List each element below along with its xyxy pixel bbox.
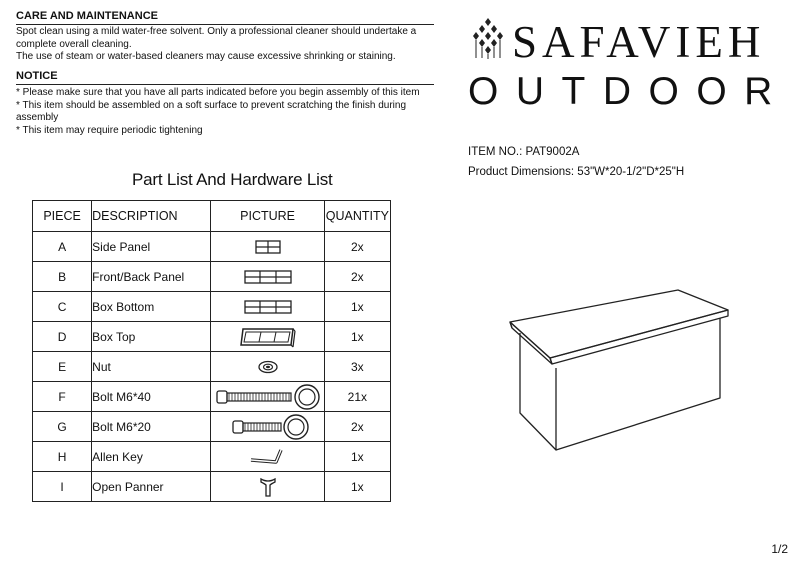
- notice-line: * This item should be assembled on a soft surface to prevent scratching the finish during assembly: [16, 99, 407, 123]
- brand-name: SAFAVIEH: [512, 17, 766, 67]
- quantity-cell: 1x: [324, 322, 390, 352]
- open-spanner-icon: [259, 476, 277, 498]
- notice-title: NOTICE: [16, 70, 58, 82]
- piece-cell: I: [33, 472, 92, 502]
- piece-cell: F: [33, 382, 92, 412]
- product-dimensions: Product Dimensions: 53"W*20-1/2"D*25"H: [468, 166, 685, 178]
- brand-subtitle: OUTDOOR: [468, 70, 790, 113]
- item-number: ITEM NO.: PAT9002A: [468, 146, 580, 158]
- care-divider: [16, 24, 434, 25]
- picture-cell: [211, 232, 324, 262]
- piece-cell: D: [33, 322, 92, 352]
- parts-table-title: Part List And Hardware List: [132, 170, 333, 189]
- description-cell: Allen Key: [92, 442, 211, 472]
- storage-box-illustration: [506, 288, 744, 454]
- box-top-icon: [239, 326, 297, 348]
- table-row: [33, 262, 391, 292]
- picture-cell: [211, 322, 324, 352]
- piece-cell: C: [33, 292, 92, 322]
- table-row: [33, 322, 391, 352]
- notice-divider: [16, 84, 434, 85]
- header-piece: PIECE: [33, 201, 92, 232]
- table-row: [33, 232, 391, 262]
- picture-cell: [211, 472, 324, 502]
- care-text: [16, 26, 434, 64]
- bolt-long-icon: [215, 383, 321, 411]
- table-row: [33, 412, 391, 442]
- description-cell: Bolt M6*20: [92, 412, 211, 442]
- picture-cell: [211, 382, 324, 412]
- allen-key-icon: [248, 446, 288, 468]
- front-back-panel-icon: [244, 270, 292, 284]
- picture-cell: [211, 352, 324, 382]
- table-row: [33, 442, 391, 472]
- bolt-short-icon: [225, 413, 311, 441]
- diamond-pattern-logo-icon: [468, 16, 508, 60]
- care-line: Spot clean using a mild water-free solvent. Only a professional cleaner should undertake a complete overall cleaning.: [16, 26, 417, 50]
- description-cell: Box Top: [92, 322, 211, 352]
- notice-line: * This item may require periodic tightening: [16, 124, 203, 136]
- description-cell: Open Panner: [92, 472, 211, 502]
- nut-icon: [257, 360, 279, 374]
- quantity-cell: 1x: [324, 442, 390, 472]
- picture-cell: [211, 292, 324, 322]
- quantity-cell: 3x: [324, 352, 390, 382]
- quantity-cell: 21x: [324, 382, 390, 412]
- description-cell: Front/Back Panel: [92, 262, 211, 292]
- description-cell: Box Bottom: [92, 292, 211, 322]
- table-row: [33, 352, 391, 382]
- quantity-cell: 1x: [324, 292, 390, 322]
- picture-cell: [211, 442, 324, 472]
- header-quantity: QUANTITY: [324, 201, 390, 232]
- piece-cell: E: [33, 352, 92, 382]
- page-number: 1/2: [771, 542, 788, 556]
- description-cell: Bolt M6*40: [92, 382, 211, 412]
- parts-table: [32, 200, 391, 502]
- care-line: The use of steam or water-based cleaners may cause excessive shrinking or staining.: [16, 51, 396, 62]
- care-title: CARE AND MAINTENANCE: [16, 10, 158, 22]
- piece-cell: B: [33, 262, 92, 292]
- quantity-cell: 1x: [324, 472, 390, 502]
- description-cell: Nut: [92, 352, 211, 382]
- quantity-cell: 2x: [324, 262, 390, 292]
- header-picture: PICTURE: [211, 201, 324, 232]
- quantity-cell: 2x: [324, 232, 390, 262]
- table-row: [33, 292, 391, 322]
- quantity-cell: 2x: [324, 412, 390, 442]
- picture-cell: [211, 412, 324, 442]
- table-header-row: [33, 201, 391, 232]
- piece-cell: G: [33, 412, 92, 442]
- table-row: [33, 382, 391, 412]
- piece-cell: A: [33, 232, 92, 262]
- table-row: [33, 472, 391, 502]
- box-bottom-icon: [244, 300, 292, 314]
- notice-text: [16, 87, 434, 137]
- description-cell: Side Panel: [92, 232, 211, 262]
- side-panel-icon: [255, 240, 281, 254]
- piece-cell: H: [33, 442, 92, 472]
- picture-cell: [211, 262, 324, 292]
- header-description: DESCRIPTION: [92, 201, 211, 232]
- notice-line: * Please make sure that you have all parts indicated before you begin assembly of this item: [16, 87, 420, 98]
